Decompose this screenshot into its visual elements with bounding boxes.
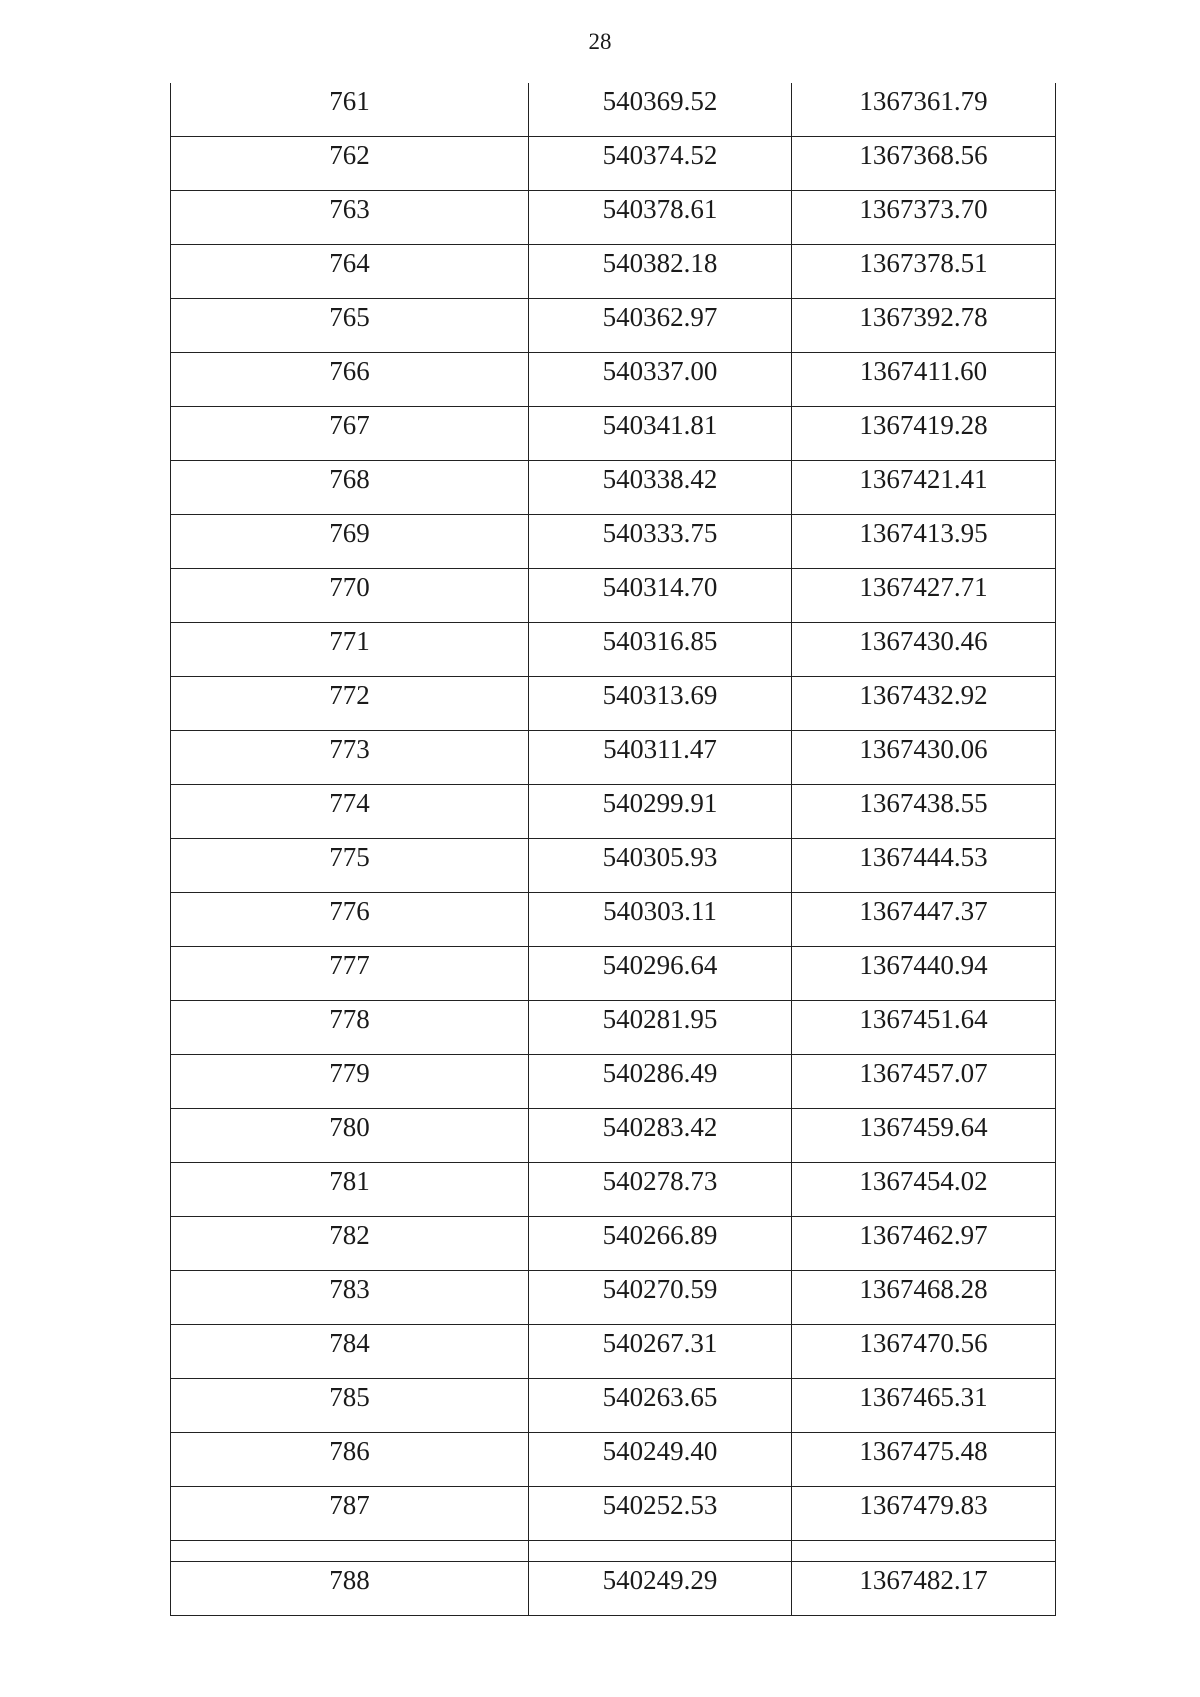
x-coordinate-cell: 540316.85	[529, 623, 792, 677]
x-coordinate-cell: 540283.42	[529, 1109, 792, 1163]
y-coordinate-cell: 1367419.28	[792, 407, 1056, 461]
x-coordinate-cell: 540382.18	[529, 245, 792, 299]
x-coordinate-cell: 540369.52	[529, 83, 792, 137]
point-number-cell: 769	[171, 515, 529, 569]
table-row	[171, 1217, 1056, 1271]
y-coordinate-cell: 1367454.02	[792, 1163, 1056, 1217]
point-number-cell: 774	[171, 785, 529, 839]
x-coordinate-cell: 540249.40	[529, 1433, 792, 1487]
x-coordinate-cell: 540266.89	[529, 1217, 792, 1271]
empty-table-row	[171, 1541, 1056, 1562]
table-row	[171, 137, 1056, 191]
x-coordinate-cell: 540314.70	[529, 569, 792, 623]
y-coordinate-cell: 1367459.64	[792, 1109, 1056, 1163]
point-number-cell: 766	[171, 353, 529, 407]
point-number-cell: 777	[171, 947, 529, 1001]
table-row	[171, 893, 1056, 947]
coordinates-table-body	[171, 83, 1056, 1616]
empty-cell	[171, 1541, 529, 1562]
y-coordinate-cell: 1367468.28	[792, 1271, 1056, 1325]
x-coordinate-cell: 540278.73	[529, 1163, 792, 1217]
point-number-cell: 762	[171, 137, 529, 191]
table-row	[171, 299, 1056, 353]
table-row	[171, 839, 1056, 893]
x-coordinate-cell: 540362.97	[529, 299, 792, 353]
point-number-cell: 770	[171, 569, 529, 623]
table-row	[171, 677, 1056, 731]
table-row	[171, 623, 1056, 677]
y-coordinate-cell: 1367378.51	[792, 245, 1056, 299]
point-number-cell: 761	[171, 83, 529, 137]
point-number-cell: 767	[171, 407, 529, 461]
table-row	[171, 245, 1056, 299]
x-coordinate-cell: 540311.47	[529, 731, 792, 785]
point-number-cell: 785	[171, 1379, 529, 1433]
table-row	[171, 1163, 1056, 1217]
point-number-cell: 782	[171, 1217, 529, 1271]
table-row	[171, 947, 1056, 1001]
x-coordinate-cell: 540252.53	[529, 1487, 792, 1541]
y-coordinate-cell: 1367430.46	[792, 623, 1056, 677]
x-coordinate-cell: 540341.81	[529, 407, 792, 461]
x-coordinate-cell: 540286.49	[529, 1055, 792, 1109]
point-number-cell: 775	[171, 839, 529, 893]
x-coordinate-cell: 540374.52	[529, 137, 792, 191]
x-coordinate-cell: 540303.11	[529, 893, 792, 947]
point-number-cell: 768	[171, 461, 529, 515]
table-row	[171, 1109, 1056, 1163]
y-coordinate-cell: 1367411.60	[792, 353, 1056, 407]
table-row	[171, 569, 1056, 623]
y-coordinate-cell: 1367368.56	[792, 137, 1056, 191]
y-coordinate-cell: 1367361.79	[792, 83, 1056, 137]
y-coordinate-cell: 1367427.71	[792, 569, 1056, 623]
point-number-cell: 781	[171, 1163, 529, 1217]
point-number-cell: 786	[171, 1433, 529, 1487]
y-coordinate-cell: 1367444.53	[792, 839, 1056, 893]
table-row	[171, 1055, 1056, 1109]
point-number-cell: 776	[171, 893, 529, 947]
point-number-cell: 765	[171, 299, 529, 353]
table-row	[171, 1562, 1056, 1616]
table-row	[171, 83, 1056, 137]
table-row	[171, 1379, 1056, 1433]
point-number-cell: 772	[171, 677, 529, 731]
point-number-cell: 764	[171, 245, 529, 299]
table-row	[171, 731, 1056, 785]
y-coordinate-cell: 1367432.92	[792, 677, 1056, 731]
x-coordinate-cell: 540299.91	[529, 785, 792, 839]
y-coordinate-cell: 1367462.97	[792, 1217, 1056, 1271]
table-row	[171, 785, 1056, 839]
empty-cell	[792, 1541, 1056, 1562]
point-number-cell: 771	[171, 623, 529, 677]
y-coordinate-cell: 1367440.94	[792, 947, 1056, 1001]
x-coordinate-cell: 540333.75	[529, 515, 792, 569]
y-coordinate-cell: 1367392.78	[792, 299, 1056, 353]
y-coordinate-cell: 1367373.70	[792, 191, 1056, 245]
x-coordinate-cell: 540338.42	[529, 461, 792, 515]
x-coordinate-cell: 540267.31	[529, 1325, 792, 1379]
point-number-cell: 763	[171, 191, 529, 245]
table-row	[171, 515, 1056, 569]
table-row	[171, 407, 1056, 461]
point-number-cell: 779	[171, 1055, 529, 1109]
page-number: 28	[588, 29, 612, 54]
point-number-cell: 788	[171, 1562, 529, 1616]
point-number-cell: 783	[171, 1271, 529, 1325]
point-number-cell: 778	[171, 1001, 529, 1055]
y-coordinate-cell: 1367470.56	[792, 1325, 1056, 1379]
x-coordinate-cell: 540313.69	[529, 677, 792, 731]
y-coordinate-cell: 1367479.83	[792, 1487, 1056, 1541]
empty-cell	[529, 1541, 792, 1562]
y-coordinate-cell: 1367457.07	[792, 1055, 1056, 1109]
point-number-cell: 780	[171, 1109, 529, 1163]
table-row	[171, 1433, 1056, 1487]
table-row	[171, 1487, 1056, 1541]
point-number-cell: 787	[171, 1487, 529, 1541]
table-row	[171, 353, 1056, 407]
table-row	[171, 1325, 1056, 1379]
x-coordinate-cell: 540305.93	[529, 839, 792, 893]
x-coordinate-cell: 540249.29	[529, 1562, 792, 1616]
table-row	[171, 191, 1056, 245]
x-coordinate-cell: 540378.61	[529, 191, 792, 245]
point-number-cell: 784	[171, 1325, 529, 1379]
y-coordinate-cell: 1367421.41	[792, 461, 1056, 515]
y-coordinate-cell: 1367451.64	[792, 1001, 1056, 1055]
y-coordinate-cell: 1367447.37	[792, 893, 1056, 947]
y-coordinate-cell: 1367430.06	[792, 731, 1056, 785]
point-number-cell: 773	[171, 731, 529, 785]
y-coordinate-cell: 1367475.48	[792, 1433, 1056, 1487]
table-row	[171, 461, 1056, 515]
x-coordinate-cell: 540270.59	[529, 1271, 792, 1325]
y-coordinate-cell: 1367465.31	[792, 1379, 1056, 1433]
x-coordinate-cell: 540281.95	[529, 1001, 792, 1055]
x-coordinate-cell: 540296.64	[529, 947, 792, 1001]
x-coordinate-cell: 540263.65	[529, 1379, 792, 1433]
table-row	[171, 1001, 1056, 1055]
table-row	[171, 1271, 1056, 1325]
y-coordinate-cell: 1367438.55	[792, 785, 1056, 839]
y-coordinate-cell: 1367413.95	[792, 515, 1056, 569]
y-coordinate-cell: 1367482.17	[792, 1562, 1056, 1616]
x-coordinate-cell: 540337.00	[529, 353, 792, 407]
coordinates-table	[170, 83, 1056, 1616]
